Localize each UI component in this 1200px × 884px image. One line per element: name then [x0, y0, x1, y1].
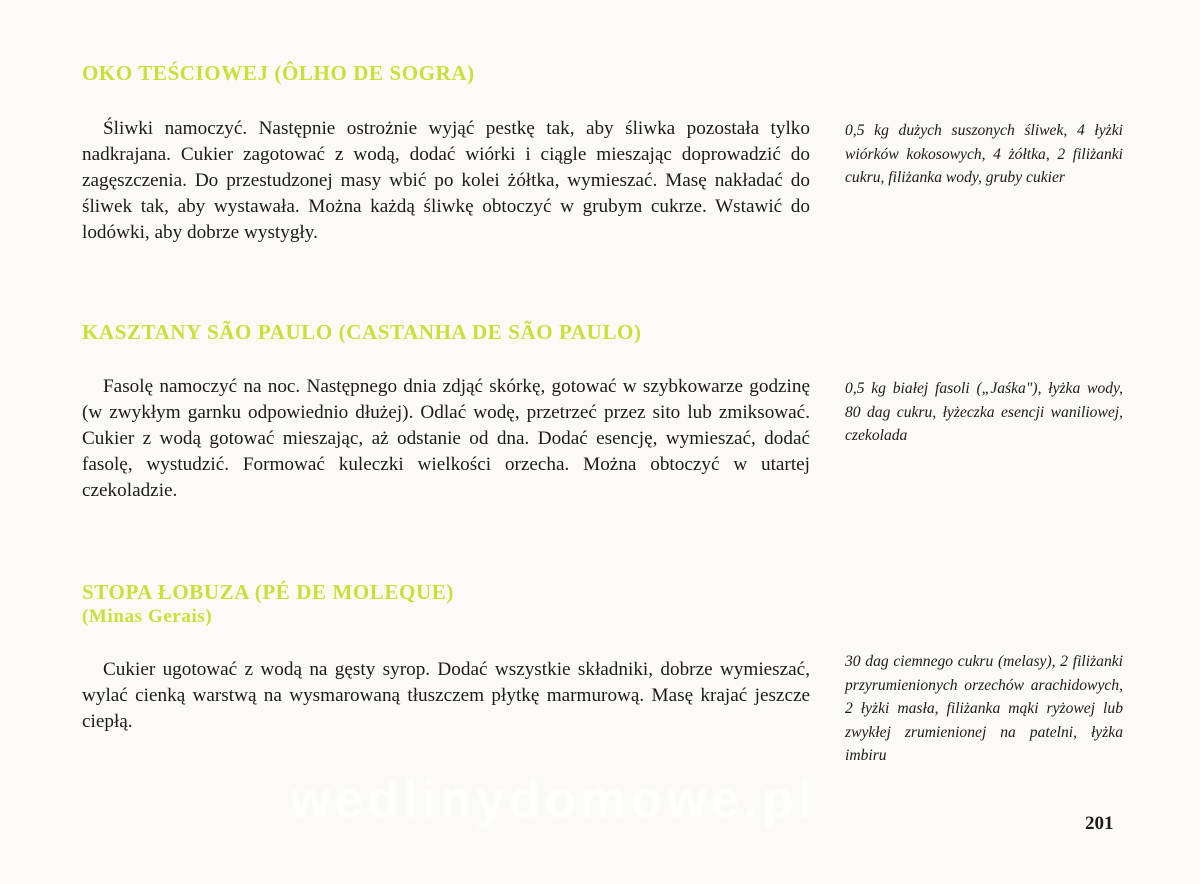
recipe-ingredients-oko-tesciowej: 0,5 kg dużych suszonych śliwek, 4 łyżki wiórków kokosowych, 4 żółtka, 2 filiżanki cukru, filiżanka wody, gruby cukier: [845, 122, 1123, 187]
watermark: wedlinydomowe.pl: [290, 771, 817, 829]
recipe-instructions-kasztany-sao-paulo: Fasolę namoczyć na noc. Następnego dnia zdjąć skórkę, gotować w szybkowarze godzinę (w zwykłym garnku odpowiednio dłużej). Odlać wodę, przetrzeć przez sito lub zmiksować. Cukier z wodą gotować mieszając, aż odstanie od dna. Dodać esencję, wymieszać, dodać fasolę, wystudzić. Formować kuleczki wielkości orzecha. Można obtoczyć w utartej czekoladzie.: [82, 376, 810, 501]
recipe-title-kasztany-sao-paulo: KASZTANY SÃO PAULO (CASTANHA DE SÃO PAULO): [82, 320, 642, 344]
recipe-ingredients-stopa-lobuza: 30 dag ciemnego cukru (melasy), 2 filiżanki przyrumienionych orzechów arachidowych, 2 łyżki masła, filiżanka mąki ryżowej lub zwykłej zrumienionej na patelni, łyżka imbiru: [845, 653, 1123, 765]
recipe-instructions-oko-tesciowej: Śliwki namoczyć. Następnie ostrożnie wyjąć pestkę tak, aby śliwka pozostała tylko nadkrajana. Cukier zagotować z wodą, dodać wiórki i ciągle mieszając doprowadzić do zagęszczenia. Do przestudzonej masy wbić po kolei żółtka, wymieszać. Masę nakładać do śliwek tak, aby wystawała. Można każdą śliwkę obtoczyć w grubym cukrze. Wstawić do lodówki, aby dobrze wystygły.: [82, 118, 810, 243]
recipe-subtitle-stopa-lobuza: (Minas Gerais): [82, 606, 213, 627]
recipe-title-stopa-lobuza: STOPA ŁOBUZA (PÉ DE MOLEQUE): [82, 580, 454, 604]
recipe-title-oko-tesciowej: OKO TEŚCIOWEJ (ÔLHO DE SOGRA): [82, 61, 475, 85]
recipe-instructions-stopa-lobuza: Cukier ugotować z wodą na gęsty syrop. Dodać wszystkie składniki, dobrze wymieszać, wylać cienką warstwą na wysmarowaną tłuszczem płytkę marmurową. Masę krajać jeszcze ciepłą.: [82, 659, 810, 732]
page-number: 201: [1085, 813, 1114, 834]
recipe-ingredients-kasztany-sao-paulo: 0,5 kg białej fasoli („Jaśka"), łyżka wody, 80 dag cukru, łyżeczka esencji waniliowej, czekolada: [845, 380, 1123, 445]
